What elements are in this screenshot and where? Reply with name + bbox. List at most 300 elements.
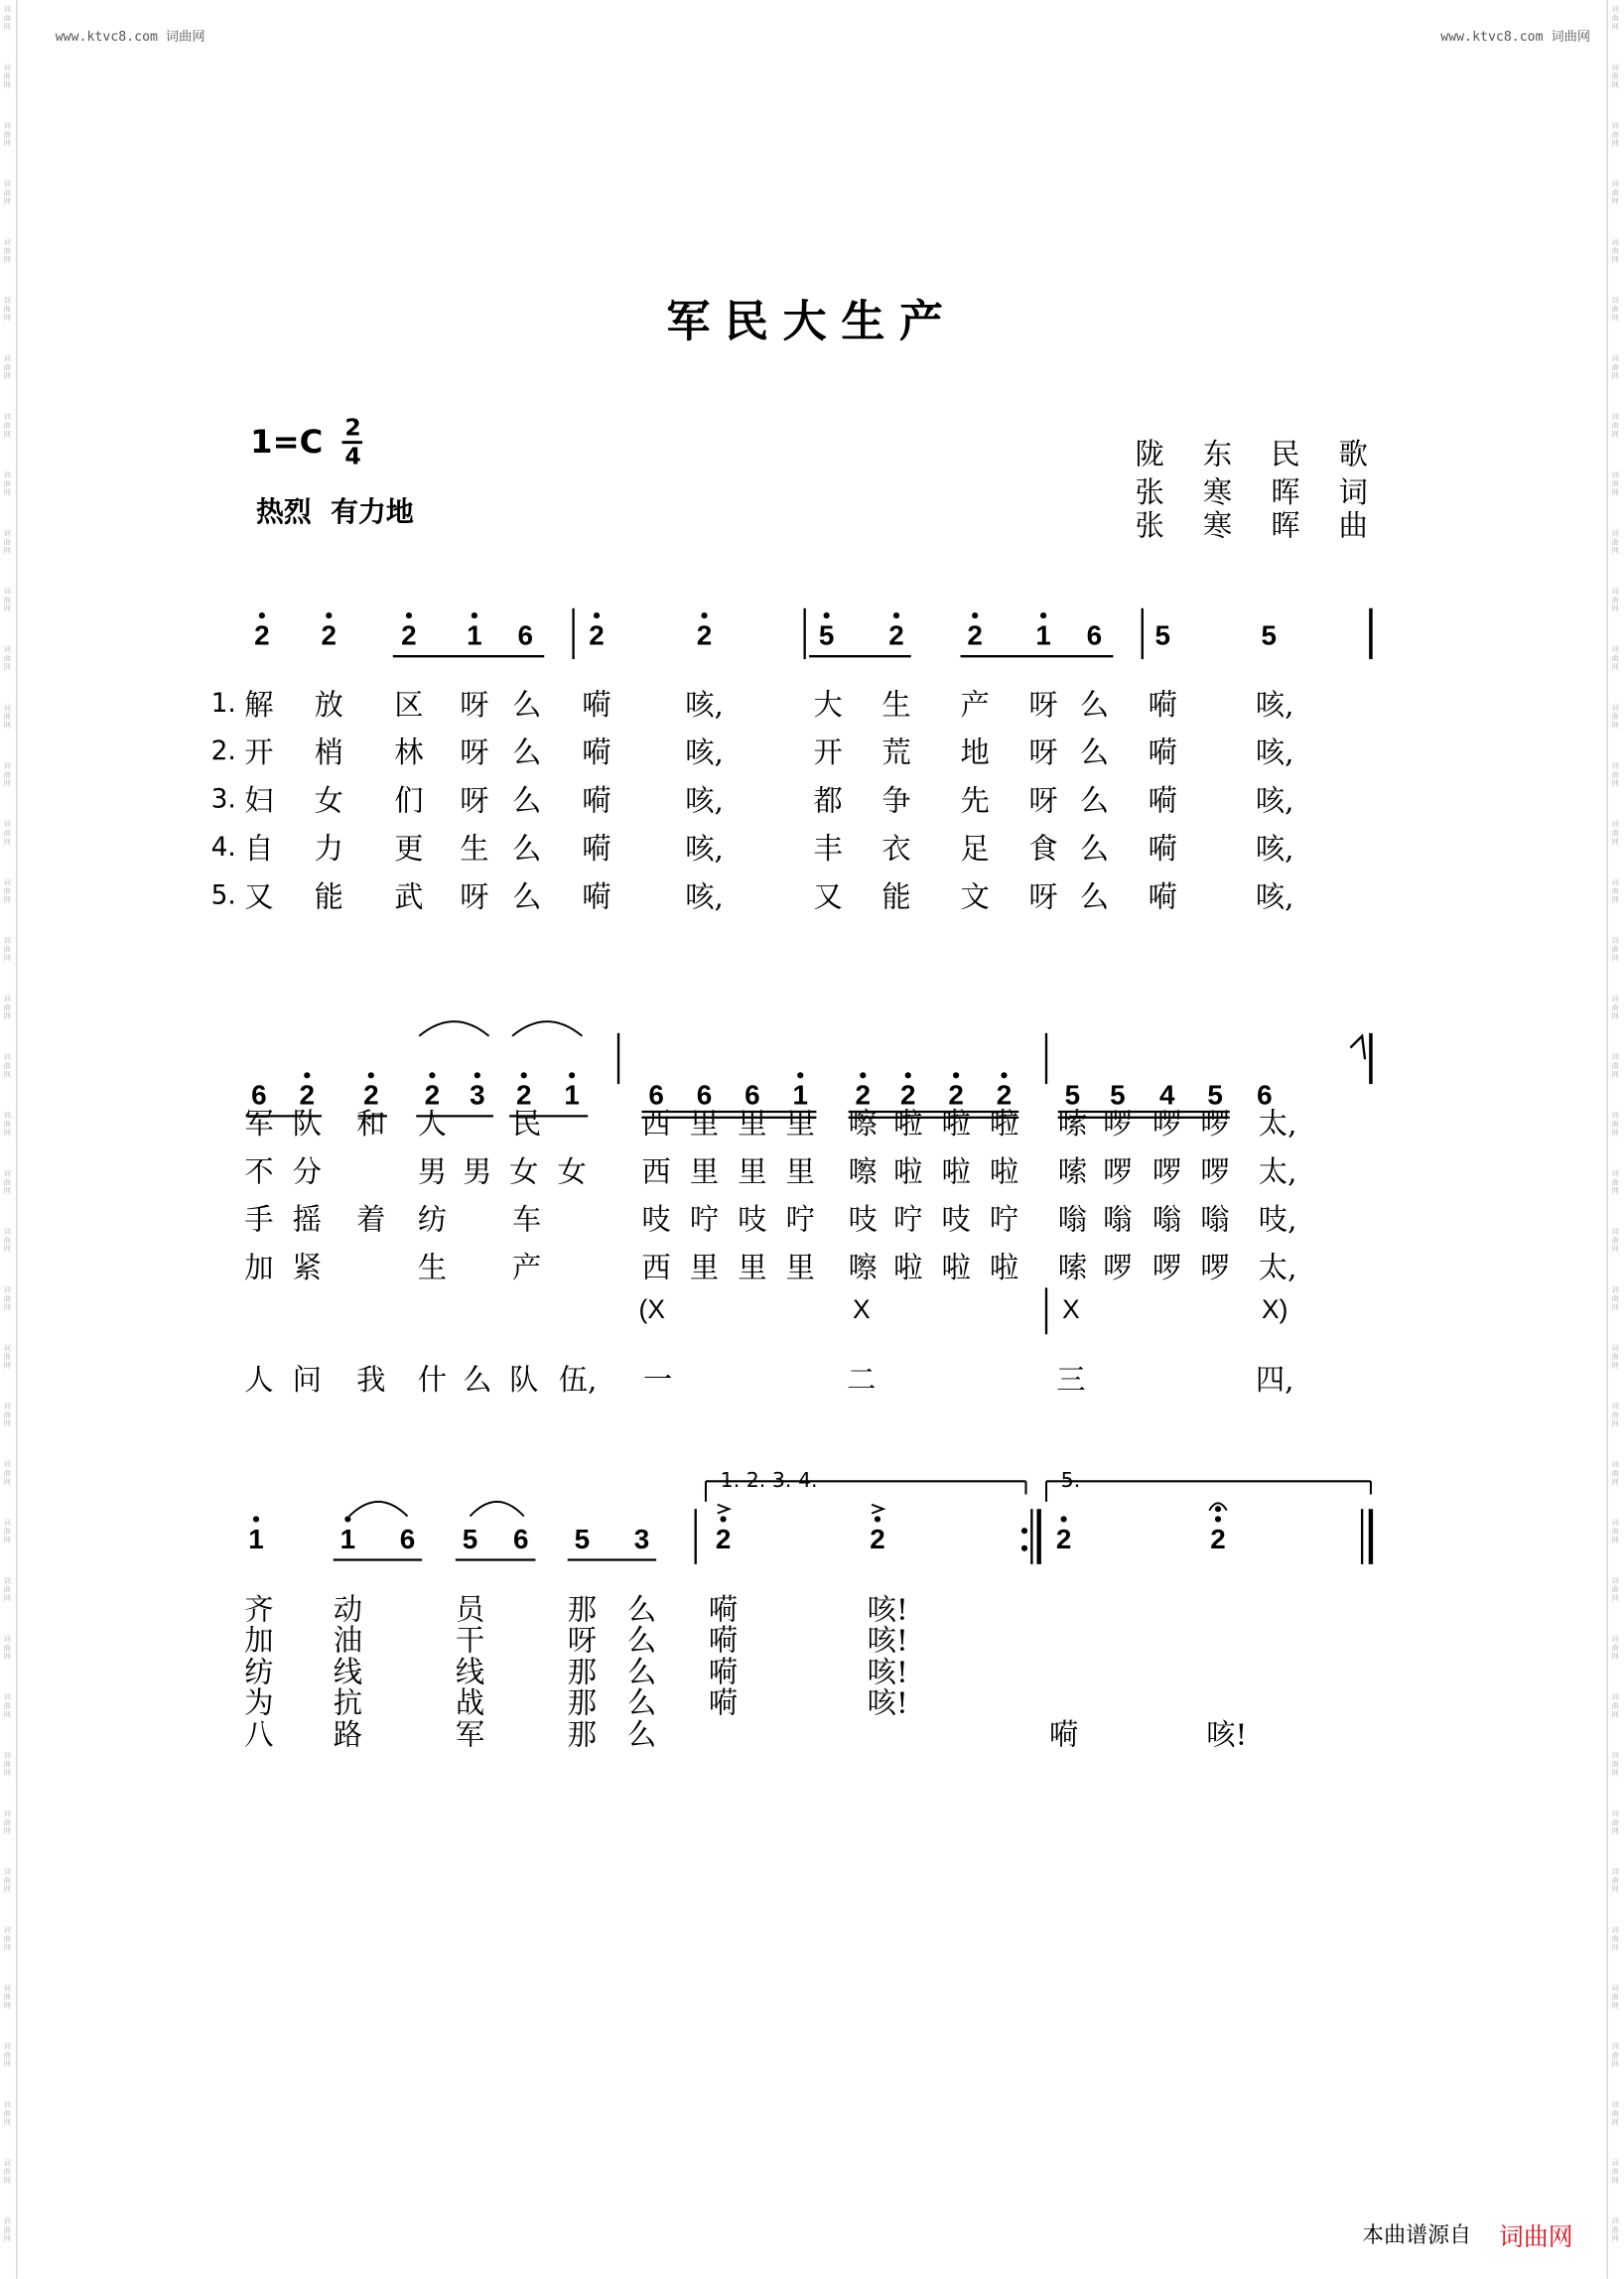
- lyric-syllable: 么: [512, 831, 542, 867]
- side-watermark: 词 曲 网: [1611, 1403, 1619, 1429]
- side-watermark: 词 曲 网: [3, 1810, 11, 1837]
- side-watermark: 词 曲 网: [3, 2217, 11, 2244]
- side-watermark: 词 曲 网: [1611, 1169, 1619, 1197]
- lyric-syllable: 么: [1079, 878, 1110, 914]
- side-watermark: 词 曲 网: [3, 1635, 11, 1663]
- site-header-left[interactable]: www.ktvc8.com 词曲网: [55, 30, 205, 46]
- lyric-syllable: 里: [689, 1106, 720, 1141]
- lyric-syllable: 人: [244, 1362, 274, 1398]
- side-watermark: 词 曲 网: [1611, 297, 1619, 324]
- side-watermark: 词 曲 网: [1611, 470, 1619, 498]
- lyric-syllable: 啰: [1152, 1153, 1182, 1189]
- lyric-syllable: 吱: [738, 1201, 767, 1238]
- side-watermark: 词 曲 网: [1611, 1926, 1619, 1953]
- lyric-syllable: 啰: [1103, 1153, 1133, 1189]
- side-watermark: 词 曲 网: [1611, 588, 1619, 614]
- side-watermark: 词 曲 网: [1611, 937, 1619, 964]
- side-watermark: 词 曲 网: [3, 1460, 11, 1488]
- lyric-syllable: 抗: [333, 1684, 363, 1720]
- high-octave-dot: [344, 1516, 350, 1522]
- note-digit: 6: [744, 1081, 760, 1112]
- high-octave-dot: [594, 612, 600, 618]
- lyric-syllable: 嗬: [1048, 1716, 1079, 1753]
- lyric-syllable: 员: [455, 1591, 485, 1627]
- lyric-syllable: 为: [244, 1684, 274, 1720]
- note-digit: 2: [715, 1525, 732, 1556]
- note-digit: 2: [1210, 1525, 1226, 1556]
- lyric-syllable: 动: [333, 1591, 363, 1627]
- lyric-syllable: 二: [847, 1362, 877, 1398]
- lyric-syllable: 里: [738, 1153, 767, 1189]
- lyric-syllable: 嗬: [1148, 878, 1177, 914]
- lyric-syllable: 妇: [244, 782, 274, 818]
- side-watermark: 词 曲 网: [1611, 2043, 1619, 2070]
- time-signature-bottom: 4: [344, 442, 361, 470]
- lyric-syllable: 地: [960, 735, 990, 770]
- side-watermark: 词 曲 网: [3, 1752, 11, 1779]
- lyric-syllable: 西: [641, 1153, 671, 1189]
- side-watermark: 词 曲 网: [1611, 1693, 1619, 1720]
- slur-mark: [471, 1502, 524, 1517]
- note-digit: 1: [564, 1081, 580, 1112]
- high-octave-dot: [972, 612, 978, 618]
- lyric-syllable: 女: [509, 1153, 539, 1189]
- lyric-syllable: 那: [567, 1684, 598, 1720]
- lyric-syllable: 咳,: [1255, 735, 1294, 770]
- side-watermark: 词 曲 网: [1611, 529, 1619, 556]
- volta-second-ending-label: 5.: [1060, 1469, 1081, 1494]
- side-watermark: 词 曲 网: [3, 820, 11, 848]
- high-octave-dot: [368, 1072, 374, 1078]
- side-watermark: 词 曲 网: [3, 529, 11, 556]
- high-octave-dot: [326, 612, 332, 618]
- lyric-syllable: 咳!: [867, 1654, 908, 1689]
- note-digit: 5: [1207, 1081, 1223, 1112]
- percussion-beat: X: [1062, 1294, 1080, 1325]
- side-watermark: 词 曲 网: [3, 2159, 11, 2186]
- lyric-syllable: 男: [463, 1153, 492, 1189]
- lyric-syllable: 么: [1079, 735, 1110, 770]
- side-watermark: 词 曲 网: [3, 878, 11, 905]
- note-digit: 5: [1064, 1081, 1081, 1112]
- lyric-syllable: 先: [960, 782, 990, 818]
- side-watermark: 词 曲 网: [3, 1169, 11, 1197]
- credit-composer: 张寒晖曲: [1135, 507, 1368, 543]
- lyric-syllable: 更: [394, 831, 424, 867]
- lyric-syllable: 啦: [893, 1250, 923, 1285]
- side-watermark: 词 曲 网: [3, 64, 11, 90]
- lyric-syllable: 么: [463, 1362, 492, 1398]
- high-octave-dot: [429, 1072, 435, 1078]
- lyric-syllable: 呀: [460, 686, 489, 723]
- note-digit: 2: [401, 620, 417, 652]
- lyric-syllable: 啦: [941, 1250, 971, 1285]
- lyric-syllable: 呀: [1028, 735, 1058, 770]
- note-digit: 6: [251, 1081, 267, 1112]
- accent-mark: [872, 1505, 883, 1514]
- slur-mark: [419, 1021, 488, 1036]
- note-digit: 1: [339, 1525, 356, 1556]
- side-watermark: 词 曲 网: [1611, 1810, 1619, 1837]
- lyric-syllable: 开: [813, 735, 843, 770]
- side-watermark: 词 曲 网: [3, 704, 11, 731]
- lyric-syllable: 嗡: [1103, 1201, 1133, 1238]
- side-watermark: 词 曲 网: [3, 1984, 11, 2011]
- key-signature: 1=C: [250, 425, 324, 462]
- note-digit: 6: [1086, 620, 1103, 652]
- lyric-syllable: 咳,: [685, 782, 724, 818]
- lyric-syllable: 嗡: [1057, 1201, 1088, 1238]
- side-watermark: 词 曲 网: [1611, 2217, 1619, 2244]
- lyric-syllable: 么: [512, 782, 542, 818]
- verse-number: 5.: [210, 879, 236, 911]
- high-octave-dot: [1040, 612, 1046, 618]
- side-watermark: 词 曲 网: [3, 1285, 11, 1313]
- lyric-syllable: 又: [813, 878, 843, 914]
- note-digit: 2: [855, 1081, 872, 1112]
- side-watermark: 词 曲 网: [1611, 820, 1619, 848]
- lyric-syllable: 太,: [1258, 1106, 1297, 1141]
- lyric-syllable: 咳,: [1255, 878, 1294, 914]
- lyric-syllable: 啦: [941, 1153, 971, 1189]
- lyric-syllable: 么: [626, 1654, 657, 1689]
- lyric-syllable: 嗬: [708, 1622, 739, 1658]
- lyric-syllable: 自: [244, 831, 274, 867]
- high-octave-dot: [875, 1516, 880, 1522]
- lyric-syllable: 里: [785, 1153, 815, 1189]
- credit-lyricist: 张寒晖词: [1135, 473, 1368, 510]
- lyric-syllable: 啰: [1200, 1153, 1230, 1189]
- lyric-syllable: 里: [689, 1250, 720, 1285]
- lyric-syllable: 咳!: [867, 1622, 908, 1658]
- high-octave-dot: [905, 1072, 911, 1078]
- side-watermark: 词 曲 网: [1611, 1111, 1619, 1139]
- side-watermark: 词 曲 网: [3, 645, 11, 673]
- note-digit: 6: [696, 1081, 713, 1112]
- side-watermark: 词 曲 网: [3, 1228, 11, 1255]
- lyric-syllable: 那: [567, 1716, 598, 1753]
- side-watermark: 词 曲 网: [1611, 1519, 1619, 1545]
- note-digit: 6: [648, 1081, 664, 1112]
- lyric-syllable: 队: [509, 1362, 539, 1398]
- lyric-syllable: 里: [785, 1106, 815, 1141]
- lyric-syllable: 一: [642, 1362, 673, 1398]
- high-octave-dot: [474, 1072, 480, 1078]
- lyric-syllable: 么: [626, 1716, 657, 1753]
- lyric-syllable: 队: [292, 1106, 322, 1141]
- side-watermark: 词 曲 网: [3, 238, 11, 265]
- side-watermark: 词 曲 网: [1611, 1460, 1619, 1488]
- high-octave-dot: [720, 1516, 726, 1522]
- repeat-dot: [1021, 1545, 1027, 1551]
- lyric-syllable: 男: [417, 1153, 448, 1189]
- note-digit: 2: [870, 1525, 885, 1556]
- lyric-syllable: 么: [626, 1591, 657, 1627]
- lyric-syllable: 啰: [1152, 1250, 1182, 1285]
- lyric-syllable: 咳,: [685, 878, 724, 914]
- lyric-syllable: 那: [567, 1591, 598, 1627]
- lyric-syllable: 么: [626, 1684, 657, 1720]
- lyric-syllable: 啰: [1200, 1106, 1230, 1141]
- lyric-syllable: 路: [333, 1716, 363, 1753]
- lyric-syllable: 么: [626, 1622, 657, 1658]
- side-watermark: 词 曲 网: [3, 1403, 11, 1429]
- tempo-marking: 热烈 有力地: [256, 495, 414, 529]
- side-watermark: 词 曲 网: [1611, 1577, 1619, 1604]
- lyric-syllable: 嗦: [1057, 1153, 1088, 1189]
- note-digit: 1: [1035, 620, 1051, 652]
- lyric-syllable: 西: [641, 1250, 671, 1285]
- lyric-syllable: 呀: [1028, 878, 1058, 914]
- side-watermark: 词 曲 网: [3, 1053, 11, 1080]
- note-digit: 6: [517, 620, 533, 652]
- lyric-syllable: 咳,: [685, 686, 724, 723]
- lyric-syllable: 都: [813, 782, 843, 818]
- note-digit: 4: [1158, 1081, 1175, 1112]
- lyric-syllable: 又: [244, 878, 274, 914]
- side-watermark: 词 曲 网: [3, 995, 11, 1022]
- lyric-syllable: 咳,: [685, 735, 724, 770]
- high-octave-dot: [521, 1072, 527, 1078]
- side-watermark: 词 曲 网: [1611, 1752, 1619, 1779]
- high-octave-dot: [824, 612, 830, 618]
- lyric-syllable: 四,: [1255, 1362, 1294, 1398]
- lyric-syllable: 人: [417, 1106, 448, 1141]
- lyric-syllable: 呀: [460, 878, 489, 914]
- lyric-syllable: 女: [314, 782, 343, 818]
- lyric-syllable: 咳,: [685, 831, 724, 867]
- side-watermark: 词 曲 网: [1611, 2100, 1619, 2128]
- side-watermark: 词 曲 网: [3, 122, 11, 149]
- lyric-syllable: 啦: [989, 1153, 1019, 1189]
- slur-mark: [349, 1502, 408, 1517]
- lyric-syllable: 嗬: [1148, 686, 1177, 723]
- side-watermark: 词 曲 网: [3, 937, 11, 964]
- lyric-syllable: 和: [356, 1106, 386, 1141]
- lyric-syllable: 着: [356, 1201, 386, 1238]
- lyric-syllable: 嗬: [1148, 735, 1177, 770]
- lyric-syllable: 区: [394, 686, 424, 723]
- lyric-syllable: 军: [455, 1716, 485, 1753]
- lyric-syllable: 生: [417, 1250, 448, 1285]
- high-octave-dot: [569, 1072, 575, 1078]
- high-octave-dot: [1001, 1072, 1007, 1078]
- site-header-right[interactable]: www.ktvc8.com 词曲网: [1440, 30, 1591, 46]
- lyric-syllable: 啦: [893, 1153, 923, 1189]
- side-watermark: 词 曲 网: [1611, 995, 1619, 1022]
- percussion-beat: (X: [638, 1294, 665, 1325]
- lyric-syllable: 八: [244, 1716, 274, 1753]
- lyric-syllable: 解: [244, 686, 274, 723]
- note-digit: 5: [462, 1525, 478, 1556]
- side-watermark: 词 曲 网: [1611, 878, 1619, 905]
- lyric-syllable: 加: [244, 1622, 274, 1658]
- note-digit: 2: [996, 1081, 1013, 1112]
- lyric-syllable: 么: [512, 878, 542, 914]
- lyric-syllable: 衣: [881, 831, 911, 867]
- lyric-syllable: 那: [567, 1654, 598, 1689]
- lyric-syllable: 吱: [941, 1201, 971, 1238]
- side-watermark: 词 曲 网: [3, 180, 11, 207]
- lyric-syllable: 军: [244, 1106, 274, 1141]
- lyric-syllable: 嗦: [1057, 1106, 1088, 1141]
- lyric-syllable: 嗬: [582, 782, 611, 818]
- lyric-syllable: 嗬: [582, 735, 611, 770]
- accent-mark: [718, 1505, 730, 1514]
- side-watermark: 词 曲 网: [3, 1344, 11, 1371]
- side-watermark: 词 曲 网: [1611, 1053, 1619, 1080]
- side-watermark: 词 曲 网: [1611, 2159, 1619, 2186]
- lyric-syllable: 咛: [989, 1201, 1019, 1238]
- note-digit: 2: [363, 1081, 379, 1112]
- lyric-syllable: 啦: [941, 1106, 971, 1141]
- lyric-syllable: 能: [314, 878, 343, 914]
- lyric-syllable: 嗬: [582, 831, 611, 867]
- side-watermark: 词 曲 网: [1611, 354, 1619, 382]
- lyric-syllable: 能: [881, 878, 911, 914]
- side-watermark: 词 曲 网: [3, 1111, 11, 1139]
- high-octave-dot: [860, 1072, 866, 1078]
- verse-number: 1.: [210, 688, 236, 720]
- side-watermark: 词 曲 网: [3, 1926, 11, 1953]
- lyric-syllable: 文: [960, 878, 990, 914]
- lyric-syllable: 里: [738, 1250, 767, 1285]
- note-digit: 2: [589, 620, 605, 652]
- note-digit: 3: [633, 1525, 650, 1556]
- high-octave-dot: [1061, 1516, 1067, 1522]
- side-watermark: 词 曲 网: [1611, 180, 1619, 207]
- side-watermark: 词 曲 网: [3, 1577, 11, 1604]
- lyric-syllable: 嚓: [848, 1153, 878, 1189]
- footer-source-link[interactable]: 词曲网: [1498, 2222, 1573, 2253]
- note-digit: 5: [574, 1525, 591, 1556]
- high-octave-dot: [1215, 1516, 1221, 1522]
- side-watermark: 词 曲 网: [1611, 413, 1619, 440]
- lyric-syllable: 呀: [1028, 782, 1058, 818]
- note-digit: 2: [321, 620, 338, 652]
- side-watermark: 词 曲 网: [3, 354, 11, 382]
- note-digit: 2: [299, 1081, 316, 1112]
- side-watermark: 词 曲 网: [1611, 5, 1619, 33]
- verse-number: 4.: [210, 832, 236, 864]
- high-octave-dot: [701, 612, 707, 618]
- lyric-syllable: 大: [813, 686, 843, 723]
- repeat-dot: [1021, 1528, 1027, 1534]
- lyric-syllable: 里: [738, 1106, 767, 1141]
- side-watermark: 词 曲 网: [1611, 1228, 1619, 1255]
- lyric-syllable: 紧: [292, 1250, 322, 1285]
- percussion-beat: X): [1261, 1294, 1288, 1325]
- side-watermark: 词 曲 网: [3, 2043, 11, 2070]
- lyric-syllable: 吱,: [1258, 1201, 1297, 1238]
- note-digit: 1: [248, 1525, 264, 1556]
- lyric-syllable: 食: [1028, 831, 1058, 867]
- lyric-syllable: 嗬: [582, 878, 611, 914]
- side-watermark: 词 曲 网: [3, 1693, 11, 1720]
- lyric-syllable: 呀: [1028, 686, 1058, 723]
- lyric-syllable: 嗬: [708, 1684, 739, 1720]
- lyric-syllable: 么: [1079, 686, 1110, 723]
- lyric-syllable: 咳!: [1206, 1716, 1248, 1753]
- percussion-beat: X: [853, 1294, 871, 1325]
- lyric-syllable: 啦: [989, 1106, 1019, 1141]
- high-octave-dot: [304, 1072, 310, 1078]
- side-watermark: 词 曲 网: [1611, 1635, 1619, 1663]
- side-watermark: 词 曲 网: [1611, 704, 1619, 731]
- note-digit: 3: [470, 1081, 485, 1112]
- lyric-syllable: 线: [455, 1654, 485, 1689]
- fermata-dot: [1215, 1506, 1221, 1512]
- lyric-syllable: 们: [394, 782, 424, 818]
- lyric-syllable: 咳,: [1255, 686, 1294, 723]
- note-digit: 5: [1261, 620, 1278, 652]
- lyric-syllable: 齐: [244, 1591, 274, 1627]
- lyric-syllable: 咳,: [1255, 782, 1294, 818]
- lyric-syllable: 吱: [641, 1201, 671, 1238]
- side-watermark: 词 曲 网: [3, 5, 11, 33]
- lyric-syllable: 纺: [417, 1201, 448, 1238]
- lyric-syllable: 林: [394, 735, 424, 770]
- lyric-syllable: 咳,: [1255, 831, 1294, 867]
- high-octave-dot: [253, 1516, 259, 1522]
- note-digit: 2: [696, 620, 713, 652]
- lyric-syllable: 三: [1056, 1362, 1086, 1398]
- lyric-syllable: 不: [244, 1153, 274, 1189]
- lyric-syllable: 嗦: [1057, 1250, 1088, 1285]
- note-digit: 5: [1154, 620, 1171, 652]
- note-digit: 2: [515, 1081, 532, 1112]
- high-octave-dot: [406, 612, 412, 618]
- lyric-syllable: 啦: [893, 1106, 923, 1141]
- lyric-syllable: 民: [512, 1106, 542, 1141]
- lyric-syllable: 咛: [785, 1201, 815, 1238]
- lyric-syllable: 产: [960, 686, 990, 723]
- lyric-syllable: 呀: [460, 782, 489, 818]
- high-octave-dot: [259, 612, 265, 618]
- high-octave-dot: [472, 612, 477, 618]
- lyric-syllable: 太,: [1258, 1250, 1297, 1285]
- lyric-syllable: 嗡: [1152, 1201, 1182, 1238]
- note-digit: 2: [424, 1081, 441, 1112]
- lyric-syllable: 开: [244, 735, 274, 770]
- lyric-syllable: 产: [512, 1250, 542, 1285]
- lyric-syllable: 手: [244, 1201, 274, 1238]
- lyric-syllable: 吱: [848, 1201, 878, 1238]
- note-digit: 2: [948, 1081, 964, 1112]
- note-digit: 6: [399, 1525, 416, 1556]
- lyric-syllable: 女: [557, 1153, 587, 1189]
- note-digit: 2: [899, 1081, 916, 1112]
- side-watermark: 词 曲 网: [1611, 1984, 1619, 2011]
- lyric-syllable: 啰: [1103, 1250, 1133, 1285]
- lyric-syllable: 摇: [292, 1201, 322, 1238]
- lyric-syllable: 呀: [460, 735, 489, 770]
- breath-mark: [1350, 1036, 1365, 1059]
- lyric-syllable: 么: [512, 735, 542, 770]
- high-octave-dot: [797, 1072, 803, 1078]
- lyric-syllable: 嗡: [1200, 1201, 1230, 1238]
- lyric-syllable: 嚓: [848, 1106, 878, 1141]
- note-digit: 6: [513, 1525, 529, 1556]
- lyric-syllable: 加: [244, 1250, 274, 1285]
- lyric-syllable: 么: [512, 686, 542, 723]
- lyric-syllable: 分: [292, 1153, 322, 1189]
- side-watermark: 词 曲 网: [3, 1519, 11, 1545]
- slur-mark: [512, 1021, 582, 1036]
- lyric-syllable: 咳!: [867, 1591, 908, 1627]
- lyric-syllable: 嗬: [708, 1591, 739, 1627]
- note-digit: 5: [1110, 1081, 1126, 1112]
